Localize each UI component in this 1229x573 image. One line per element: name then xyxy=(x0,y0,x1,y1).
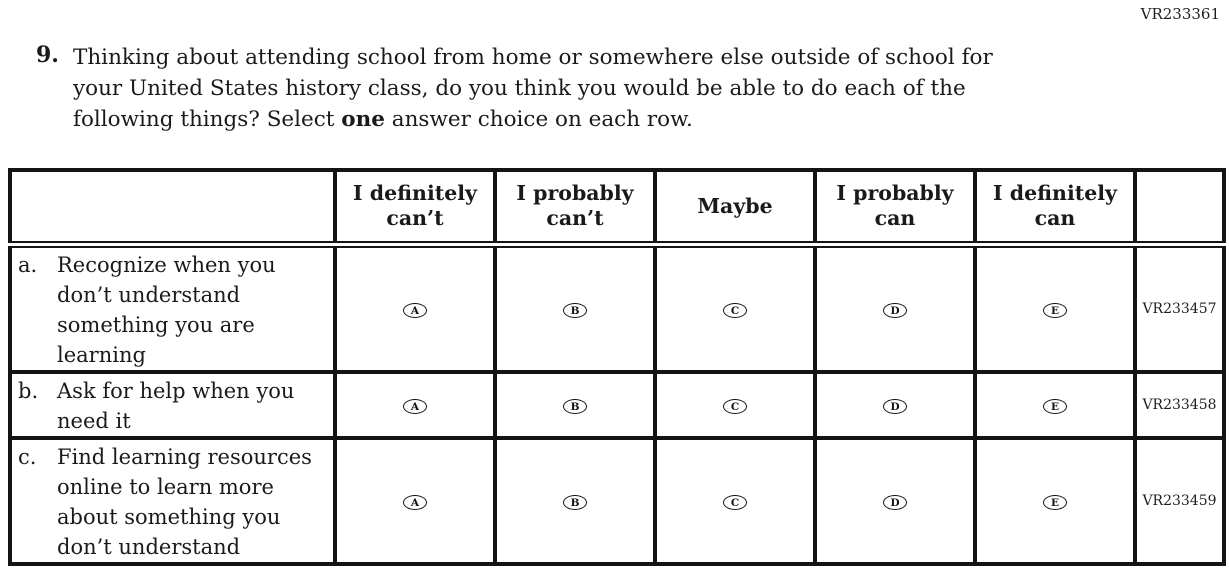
row-a-text: Recognize when you don’t understand something you are learning xyxy=(57,252,276,367)
row-a-cell-probably-can xyxy=(815,244,975,372)
header-probably-cant: I probably can’t xyxy=(495,170,655,244)
survey-response-table xyxy=(8,168,1226,566)
question-line-3-before: following things? Select xyxy=(73,107,342,132)
row-b-cell-probably-cant xyxy=(495,372,655,438)
row-b-letter: b. xyxy=(18,378,39,403)
answer-bubble-c-A[interactable]: A xyxy=(403,495,427,510)
row-c-cell-definitely-can xyxy=(975,438,1135,564)
answer-bubble-c-C[interactable]: C xyxy=(723,495,747,510)
row-b-cell-maybe xyxy=(655,372,815,438)
row-a-letter: a. xyxy=(18,252,38,277)
row-c-label xyxy=(10,438,335,564)
row-a-label xyxy=(10,244,335,372)
answer-bubble-b-D[interactable]: D xyxy=(883,399,907,414)
row-c-cell-maybe xyxy=(655,438,815,564)
row-b-text: Ask for help when you need it xyxy=(57,378,295,433)
answer-bubble-b-C[interactable]: C xyxy=(723,399,747,414)
question-bold-word: one xyxy=(341,107,385,132)
header-definitely-cant: I definitely can’t xyxy=(335,170,495,244)
row-c-cell-probably-can xyxy=(815,438,975,564)
row-b-label xyxy=(10,372,335,438)
row-b-cell-definitely-can xyxy=(975,372,1135,438)
question-line-3 xyxy=(73,104,1196,135)
answer-bubble-b-B[interactable]: B xyxy=(563,399,587,414)
answer-bubble-c-D[interactable]: D xyxy=(883,495,907,510)
row-a-cell-definitely-cant xyxy=(335,244,495,372)
row-b-cell-definitely-cant xyxy=(335,372,495,438)
answer-bubble-a-C[interactable]: C xyxy=(723,303,747,318)
header-maybe: Maybe xyxy=(655,170,815,244)
page-code: VR233361 xyxy=(1140,5,1220,23)
row-c-text: Find learning resources online to learn more about something you don’t understand xyxy=(57,444,312,559)
question-block xyxy=(36,42,1196,135)
table-header-row xyxy=(10,170,1224,244)
question-number: 9. xyxy=(36,42,59,68)
row-c-code: VR233459 xyxy=(1135,438,1224,564)
row-a-cell-definitely-can xyxy=(975,244,1135,372)
answer-bubble-b-E[interactable]: E xyxy=(1043,399,1067,414)
header-blank-cell xyxy=(10,170,335,244)
answer-bubble-a-D[interactable]: D xyxy=(883,303,907,318)
table-row-b xyxy=(10,372,1224,438)
row-a-cell-maybe xyxy=(655,244,815,372)
answer-bubble-c-B[interactable]: B xyxy=(563,495,587,510)
table-row-a xyxy=(10,244,1224,372)
answer-bubble-a-B[interactable]: B xyxy=(563,303,587,318)
answer-bubble-b-A[interactable]: A xyxy=(403,399,427,414)
question-line-1: Thinking about attending school from home or somewhere else outside of school for xyxy=(73,45,993,70)
question-line-2: your United States history class, do you think you would be able to do each of the xyxy=(73,76,966,101)
header-definitely-can: I definitely can xyxy=(975,170,1135,244)
row-c-cell-definitely-cant xyxy=(335,438,495,564)
answer-bubble-a-E[interactable]: E xyxy=(1043,303,1067,318)
header-probably-can: I probably can xyxy=(815,170,975,244)
answer-bubble-a-A[interactable]: A xyxy=(403,303,427,318)
row-c-cell-probably-cant xyxy=(495,438,655,564)
question-line-3-after: answer choice on each row. xyxy=(384,107,693,132)
answer-bubble-c-E[interactable]: E xyxy=(1043,495,1067,510)
row-a-cell-probably-cant xyxy=(495,244,655,372)
row-b-cell-probably-can xyxy=(815,372,975,438)
table-row-c xyxy=(10,438,1224,564)
header-code-cell xyxy=(1135,170,1224,244)
row-b-code: VR233458 xyxy=(1135,372,1224,438)
row-a-code: VR233457 xyxy=(1135,244,1224,372)
row-c-letter: c. xyxy=(18,444,37,469)
